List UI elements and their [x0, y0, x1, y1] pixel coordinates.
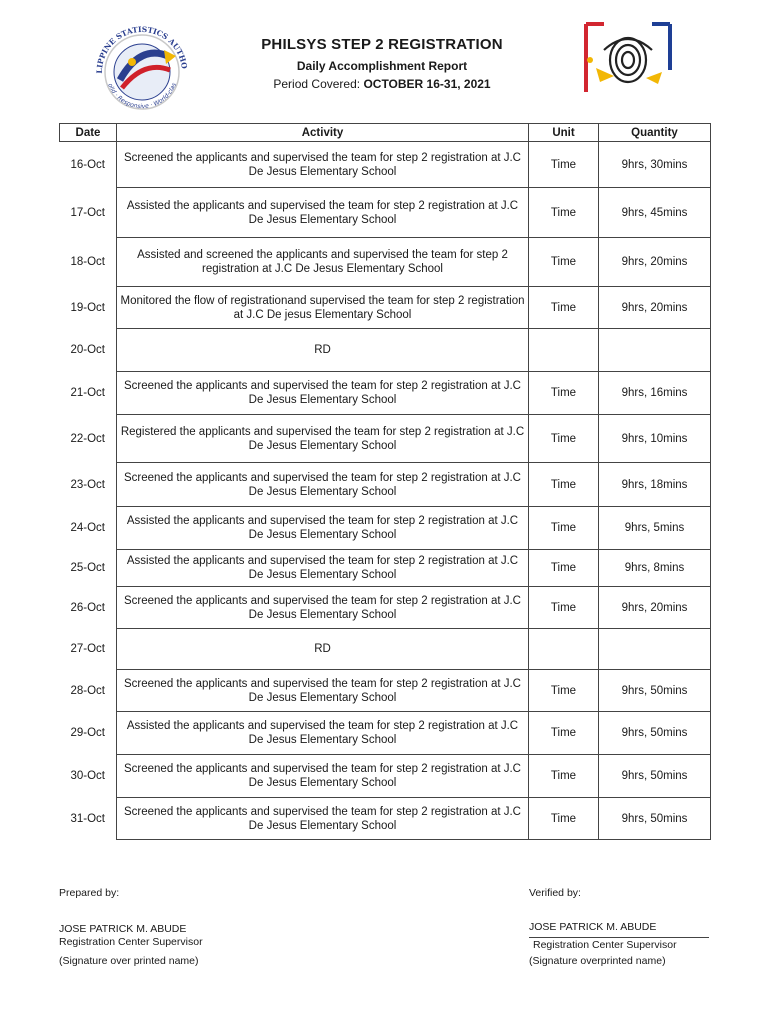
report-header: [200, 36, 564, 91]
row-quantity: 9hrs, 5mins: [599, 507, 711, 550]
row-quantity: [599, 629, 711, 670]
table-row: [60, 629, 711, 670]
table-row: [60, 463, 711, 507]
table-row: [60, 755, 711, 798]
row-activity: Assisted the applicants and supervised the team for step 2 registration at J.C De Jesus Elementary School: [117, 712, 529, 755]
row-quantity: 9hrs, 20mins: [599, 238, 711, 287]
row-unit: Time: [529, 587, 599, 629]
table-row: [60, 415, 711, 463]
row-unit: Time: [529, 798, 599, 840]
table-row: [60, 798, 711, 840]
table-row: [60, 670, 711, 712]
table-header-row: [60, 124, 711, 142]
prepared-by-note: (Signature over printed name): [59, 955, 199, 967]
row-unit: [529, 629, 599, 670]
row-quantity: 9hrs, 45mins: [599, 188, 711, 238]
row-activity: Assisted the applicants and supervised the team for step 2 registration at J.C De Jesus Elementary School: [117, 550, 529, 587]
row-activity: Monitored the flow of registrationand supervised the team for step 2 registration at J.C De jesus Elementary School: [117, 287, 529, 329]
row-quantity: 9hrs, 50mins: [599, 755, 711, 798]
verified-by-note: (Signature overprinted name): [529, 955, 666, 967]
verified-by-name: JOSE PATRICK M. ABUDE: [529, 921, 657, 933]
row-date: 16-Oct: [60, 142, 117, 188]
table-row: [60, 587, 711, 629]
row-unit: Time: [529, 287, 599, 329]
row-unit: Time: [529, 755, 599, 798]
row-quantity: 9hrs, 50mins: [599, 712, 711, 755]
row-unit: Time: [529, 415, 599, 463]
table-row: [60, 712, 711, 755]
report-title: PHILSYS STEP 2 REGISTRATION: [261, 36, 503, 53]
row-activity: Screened the applicants and supervised the team for step 2 registration at J.C De Jesus Elementary School: [117, 755, 529, 798]
row-quantity: 9hrs, 10mins: [599, 415, 711, 463]
row-activity: Screened the applicants and supervised the team for step 2 registration at J.C De Jesus Elementary School: [117, 372, 529, 415]
period-label: Period Covered:: [273, 77, 361, 91]
row-activity: Assisted the applicants and supervised the team for step 2 registration at J.C De Jesus Elementary School: [117, 188, 529, 238]
table-row: [60, 550, 711, 587]
row-unit: [529, 329, 599, 372]
row-quantity: 9hrs, 16mins: [599, 372, 711, 415]
column-header-quantity: Quantity: [599, 124, 711, 142]
row-date: 17-Oct: [60, 188, 117, 238]
row-unit: Time: [529, 188, 599, 238]
row-quantity: 9hrs, 50mins: [599, 798, 711, 840]
row-unit: Time: [529, 238, 599, 287]
row-activity: Screened the applicants and supervised the team for step 2 registration at J.C De Jesus Elementary School: [117, 587, 529, 629]
psa-logo-tagline: olid · Responsive · World-clas: [106, 81, 178, 111]
row-date: 19-Oct: [60, 287, 117, 329]
row-date: 21-Oct: [60, 372, 117, 415]
prepared-by-label: Prepared by:: [59, 887, 120, 899]
row-quantity: 9hrs, 50mins: [599, 670, 711, 712]
row-date: 29-Oct: [60, 712, 117, 755]
verified-by-role: Registration Center Supervisor: [533, 939, 677, 951]
row-activity: RD: [117, 629, 529, 670]
table-row: [60, 372, 711, 415]
psa-logo: [80, 14, 204, 114]
row-date: 23-Oct: [60, 463, 117, 507]
row-activity: Registered the applicants and supervised the team for step 2 registration at J.C De Jesus Elementary School: [117, 415, 529, 463]
row-unit: Time: [529, 550, 599, 587]
column-header-date: Date: [60, 124, 117, 142]
column-header-unit: Unit: [529, 124, 599, 142]
psa-logo-text: LIPPINE STATISTICS AUTHO: [94, 24, 189, 74]
row-unit: Time: [529, 142, 599, 188]
prepared-by-name: JOSE PATRICK M. ABUDE: [59, 923, 187, 935]
row-quantity: 9hrs, 8mins: [599, 550, 711, 587]
row-unit: Time: [529, 712, 599, 755]
report-subtitle: Daily Accomplishment Report: [296, 59, 468, 73]
row-date: 27-Oct: [60, 629, 117, 670]
row-activity: RD: [117, 329, 529, 372]
row-date: 26-Oct: [60, 587, 117, 629]
row-date: 20-Oct: [60, 329, 117, 372]
row-quantity: [599, 329, 711, 372]
row-quantity: 9hrs, 18mins: [599, 463, 711, 507]
row-activity: Assisted and screened the applicants and supervised the team for step 2 registration at J.C De Jesus Elementary School: [117, 238, 529, 287]
period-value: OCTOBER 16-31, 2021: [363, 77, 491, 91]
signature-line: [529, 937, 709, 938]
table-row: [60, 238, 711, 287]
row-date: 24-Oct: [60, 507, 117, 550]
row-unit: Time: [529, 372, 599, 415]
period-covered: [200, 77, 564, 91]
row-date: 25-Oct: [60, 550, 117, 587]
table-row: [60, 329, 711, 372]
row-date: 22-Oct: [60, 415, 117, 463]
row-quantity: 9hrs, 30mins: [599, 142, 711, 188]
row-unit: Time: [529, 507, 599, 550]
accomplishment-table: [59, 123, 711, 840]
row-activity: Assisted the applicants and supervised the team for step 2 registration at J.C De Jesus Elementary School: [117, 507, 529, 550]
row-unit: Time: [529, 463, 599, 507]
row-date: 30-Oct: [60, 755, 117, 798]
row-activity: Screened the applicants and supervised the team for step 2 registration at J.C De Jesus Elementary School: [117, 142, 529, 188]
row-activity: Screened the applicants and supervised the team for step 2 registration at J.C De Jesus Elementary School: [117, 670, 529, 712]
row-unit: Time: [529, 670, 599, 712]
row-date: 18-Oct: [60, 238, 117, 287]
table-row: [60, 142, 711, 188]
philsys-logo: [574, 20, 682, 96]
table-row: [60, 507, 711, 550]
row-date: 31-Oct: [60, 798, 117, 840]
row-quantity: 9hrs, 20mins: [599, 287, 711, 329]
row-activity: Screened the applicants and supervised the team for step 2 registration at J.C De Jesus Elementary School: [117, 463, 529, 507]
table-row: [60, 287, 711, 329]
row-activity: Screened the applicants and supervised the team for step 2 registration at J.C De Jesus Elementary School: [117, 798, 529, 840]
table-row: [60, 188, 711, 238]
row-quantity: 9hrs, 20mins: [599, 587, 711, 629]
prepared-by-role: Registration Center Supervisor: [59, 936, 203, 948]
column-header-activity: Activity: [117, 124, 529, 142]
row-date: 28-Oct: [60, 670, 117, 712]
verified-by-label: Verified by:: [529, 887, 581, 899]
